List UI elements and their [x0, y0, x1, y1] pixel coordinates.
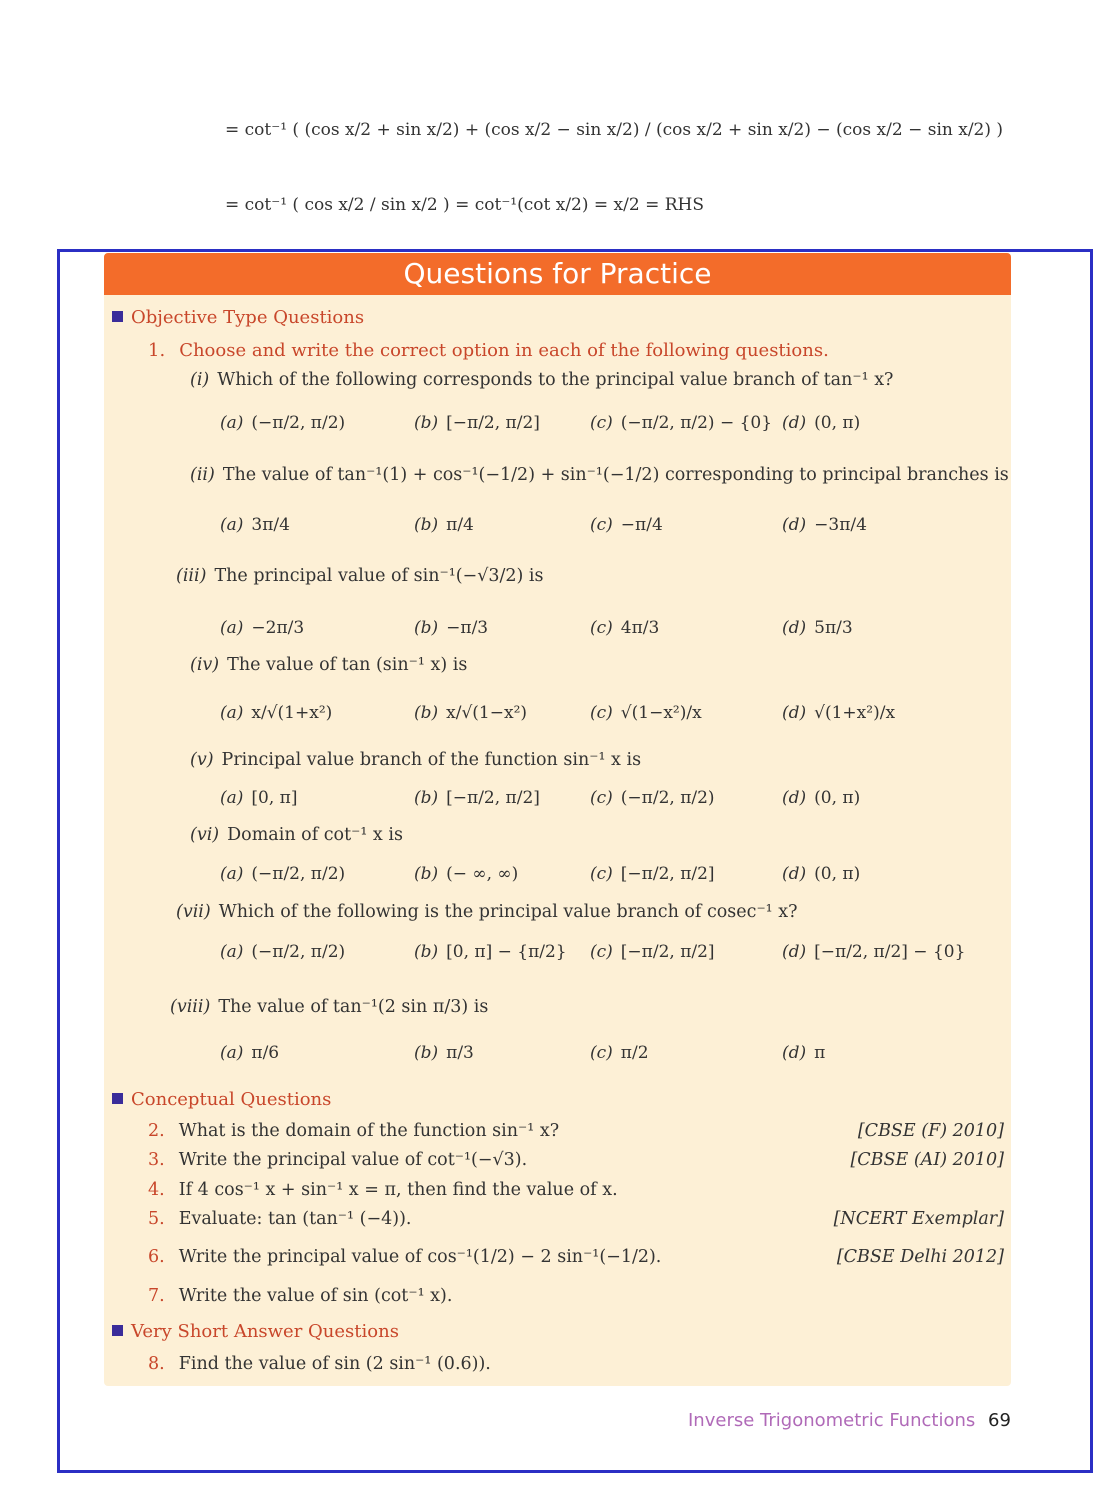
answer-option: [590, 515, 663, 535]
subquestion: [190, 465, 1009, 485]
answer-option: [220, 788, 297, 808]
option-label: (a): [220, 703, 244, 723]
option-value: [−π/2, π/2]: [620, 942, 715, 962]
question-text: Choose and write the correct option in each of the following questions.: [179, 340, 829, 361]
option-label: (b): [414, 703, 439, 723]
option-label: (d): [782, 618, 807, 638]
option-value: [−π/2, π/2] − {0}: [814, 942, 966, 962]
option-value: [0, π] − {π/2}: [446, 942, 567, 962]
option-label: (d): [782, 515, 807, 535]
option-value: π: [814, 1043, 826, 1063]
option-value: π/2: [620, 1043, 649, 1063]
answer-option: [782, 942, 965, 962]
option-value: −3π/4: [814, 515, 867, 535]
subquestion-text: The value of tan (sin⁻¹ x) is: [227, 655, 468, 675]
answer-option: [782, 788, 860, 808]
option-value: 4π/3: [620, 618, 660, 638]
subquestion: [190, 825, 403, 845]
conceptual-question: [148, 1180, 618, 1200]
option-label: (d): [782, 703, 807, 723]
subquestion-label: (iii): [176, 566, 207, 586]
answer-option: [782, 703, 895, 723]
option-value: π/3: [446, 1043, 474, 1063]
question-text: Write the value of sin (cot⁻¹ x).: [178, 1286, 453, 1306]
answer-option: [414, 864, 518, 884]
question-number: 4.: [148, 1180, 165, 1200]
option-value: [−π/2, π/2]: [620, 864, 715, 884]
question-number: 6.: [148, 1247, 165, 1267]
section-conceptual: [112, 1089, 331, 1110]
conceptual-question: [148, 1247, 661, 1267]
answer-option: [414, 618, 488, 638]
answer-option: [782, 618, 853, 638]
question-source: [CBSE Delhi 2012]: [836, 1247, 1004, 1267]
option-label: (c): [590, 788, 613, 808]
option-value: (−π/2, π/2) − {0}: [620, 413, 773, 433]
subquestion-text: The principal value of sin⁻¹(−√3/2) is: [214, 566, 544, 586]
subquestion-text: Principal value branch of the function sin⁻¹ x is: [221, 750, 642, 770]
answer-option: [220, 942, 345, 962]
option-label: (d): [782, 864, 807, 884]
subquestion-label: (iv): [190, 655, 220, 675]
bullet-square-icon: [112, 311, 123, 322]
answer-option: [220, 413, 345, 433]
question-source: [CBSE (AI) 2010]: [850, 1150, 1004, 1170]
answer-option: [220, 515, 290, 535]
option-label: (a): [220, 618, 244, 638]
option-value: (−π/2, π/2): [620, 788, 715, 808]
answer-option: [414, 413, 540, 433]
question-number: 7.: [148, 1286, 165, 1306]
option-label: (a): [220, 1043, 244, 1063]
subquestion-text: The value of tan⁻¹(2 sin π/3) is: [218, 997, 489, 1017]
option-value: (0, π): [814, 413, 861, 433]
option-label: (b): [414, 618, 439, 638]
question-source: [NCERT Exemplar]: [833, 1209, 1004, 1229]
answer-option: [590, 703, 702, 723]
question-text: What is the domain of the function sin⁻¹ x?: [178, 1121, 560, 1141]
answer-option: [782, 1043, 825, 1063]
question-text: Evaluate: tan (tan⁻¹ (−4)).: [178, 1209, 412, 1229]
answer-option: [220, 618, 304, 638]
subquestion-label: (vii): [176, 902, 211, 922]
subquestion-label: (v): [190, 750, 214, 770]
answer-option: [590, 864, 715, 884]
subquestion-text: The value of tan⁻¹(1) + cos⁻¹(−1/2) + sin⁻¹(−1/2) corresponding to principal branches is: [222, 465, 1009, 485]
option-label: (a): [220, 788, 244, 808]
question-number: 1.: [148, 340, 166, 361]
footer-chapter-title: Inverse Trigonometric Functions: [688, 1410, 976, 1431]
very-short-question: [148, 1354, 491, 1374]
conceptual-question: [148, 1209, 411, 1229]
bullet-square-icon: [112, 1093, 123, 1104]
section-objective-label: Objective Type Questions: [131, 307, 365, 328]
question-1: [148, 340, 829, 361]
question-number: 2.: [148, 1121, 165, 1141]
option-value: √(1−x²)/x: [620, 703, 702, 723]
option-label: (c): [590, 1043, 613, 1063]
option-label: (c): [590, 413, 613, 433]
section-objective: [112, 307, 364, 328]
subquestion: [190, 655, 467, 675]
question-text: Write the principal value of cot⁻¹(−√3).: [178, 1150, 528, 1170]
option-value: −2π/3: [251, 618, 305, 638]
answer-option: [220, 1043, 279, 1063]
option-label: (c): [590, 942, 613, 962]
subquestion-text: Domain of cot⁻¹ x is: [227, 825, 403, 845]
question-source: [CBSE (F) 2010]: [857, 1121, 1004, 1141]
conceptual-question: [148, 1150, 527, 1170]
page-number: 69: [988, 1410, 1011, 1431]
subquestion: [170, 997, 488, 1017]
option-label: (d): [782, 413, 807, 433]
option-label: (b): [414, 864, 439, 884]
answer-option: [220, 864, 345, 884]
subquestion: [190, 750, 641, 770]
answer-option: [414, 942, 567, 962]
answer-option: [782, 515, 867, 535]
subquestion-label: (vi): [190, 825, 220, 845]
practice-banner: Questions for Practice: [104, 253, 1011, 295]
answer-option: [414, 703, 527, 723]
option-label: (d): [782, 1043, 807, 1063]
option-value: (− ∞, ∞): [446, 864, 519, 884]
derivation-line-1: = cot⁻¹ ( (cos x/2 + sin x/2) + (cos x/2 − sin x/2) / (cos x/2 + sin x/2) − (cos x/2 − sin x/2) ): [225, 120, 1004, 140]
option-value: [−π/2, π/2]: [446, 788, 540, 808]
option-label: (c): [590, 864, 613, 884]
option-value: x/√(1−x²): [446, 703, 528, 723]
option-label: (b): [414, 515, 439, 535]
subquestion-label: (viii): [170, 997, 211, 1017]
option-value: (0, π): [814, 788, 861, 808]
option-label: (a): [220, 413, 244, 433]
option-value: −π/3: [446, 618, 489, 638]
answer-option: [590, 942, 715, 962]
subquestion: [176, 566, 544, 586]
option-value: (0, π): [814, 864, 861, 884]
option-value: [−π/2, π/2]: [446, 413, 540, 433]
answer-option: [414, 515, 474, 535]
question-number: 3.: [148, 1150, 165, 1170]
option-value: π/6: [251, 1043, 280, 1063]
answer-option: [590, 618, 659, 638]
option-value: −π/4: [620, 515, 663, 535]
option-value: (−π/2, π/2): [251, 413, 346, 433]
option-label: (b): [414, 788, 439, 808]
question-number: 8.: [148, 1354, 165, 1374]
question-number: 5.: [148, 1209, 165, 1229]
conceptual-question: [148, 1121, 559, 1141]
answer-option: [414, 1043, 474, 1063]
option-value: x/√(1+x²): [251, 703, 333, 723]
answer-option: [782, 864, 860, 884]
option-label: (c): [590, 515, 613, 535]
answer-option: [590, 413, 772, 433]
option-label: (b): [414, 1043, 439, 1063]
subquestion: [190, 370, 893, 390]
subquestion-label: (ii): [190, 465, 215, 485]
option-value: 5π/3: [814, 618, 853, 638]
derivation-line-2: = cot⁻¹ ( cos x/2 / sin x/2 ) = cot⁻¹(cot x/2) = x/2 = RHS: [225, 195, 705, 215]
question-text: If 4 cos⁻¹ x + sin⁻¹ x = π, then find the value of x.: [178, 1180, 618, 1200]
subquestion: [176, 902, 798, 922]
option-label: (d): [782, 942, 807, 962]
answer-option: [590, 1043, 649, 1063]
answer-option: [782, 413, 860, 433]
option-value: π/4: [446, 515, 474, 535]
answer-option: [590, 788, 715, 808]
option-label: (b): [414, 942, 439, 962]
section-conceptual-label: Conceptual Questions: [131, 1089, 332, 1110]
option-label: (b): [414, 413, 439, 433]
option-value: [0, π]: [251, 788, 298, 808]
subquestion-text: Which of the following is the principal value branch of cosec⁻¹ x?: [218, 902, 798, 922]
subquestion-text: Which of the following corresponds to the principal value branch of tan⁻¹ x?: [217, 370, 894, 390]
conceptual-question: [148, 1286, 452, 1306]
section-very-short-label: Very Short Answer Questions: [131, 1321, 399, 1342]
question-text: Find the value of sin (2 sin⁻¹ (0.6)).: [178, 1354, 491, 1374]
option-value: √(1+x²)/x: [814, 703, 896, 723]
option-value: (−π/2, π/2): [251, 942, 346, 962]
section-very-short: [112, 1321, 399, 1342]
question-text: Write the principal value of cos⁻¹(1/2) − 2 sin⁻¹(−1/2).: [178, 1247, 662, 1267]
option-label: (a): [220, 515, 244, 535]
subquestion-label: (i): [190, 370, 210, 390]
option-label: (d): [782, 788, 807, 808]
option-label: (a): [220, 942, 244, 962]
option-value: 3π/4: [251, 515, 290, 535]
bullet-square-icon: [112, 1325, 123, 1336]
answer-option: [414, 788, 540, 808]
option-value: (−π/2, π/2): [251, 864, 346, 884]
option-label: (a): [220, 864, 244, 884]
option-label: (c): [590, 703, 613, 723]
option-label: (c): [590, 618, 613, 638]
answer-option: [220, 703, 332, 723]
